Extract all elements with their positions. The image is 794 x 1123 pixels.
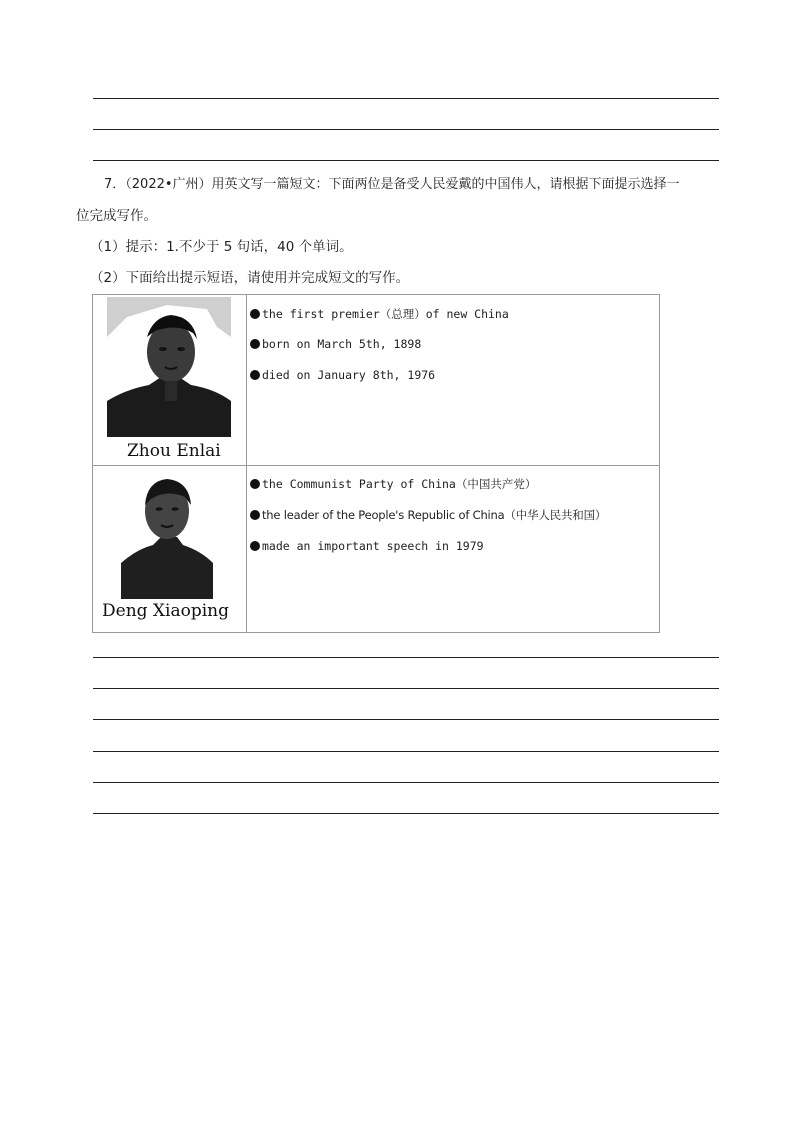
bullet-cell (247, 295, 659, 465)
answer-line (93, 98, 719, 99)
answer-line (93, 751, 719, 752)
hint-1: （1）提示：1.不少于 5 句话，40 个单词。 (90, 239, 353, 255)
zhou-enlai-portrait (107, 297, 231, 437)
photo-caption: Zhou Enlai (127, 441, 221, 461)
question-line-1: 7．（2022•广州）用英文写一篇短文：下面两位是备受人民爱戴的中国伟人，请根据下面提示选择一 (104, 177, 680, 192)
photo-cell (93, 465, 247, 632)
answer-line (93, 782, 719, 783)
bullet-item: born on March 5th, 1898 (250, 337, 421, 351)
answer-line (93, 813, 719, 814)
answer-line (93, 657, 719, 658)
bullet-dot-icon (250, 479, 260, 489)
answer-line (93, 129, 719, 130)
bullet-item: the first premier（总理）of new China (250, 306, 509, 322)
bullet-dot-icon (250, 510, 260, 520)
photo-caption: Deng Xiaoping (102, 601, 229, 621)
hint-2: （2）下面给出提示短语，请使用并完成短文的写作。 (90, 270, 410, 286)
answer-line (93, 160, 719, 161)
bullet-dot-icon (250, 339, 260, 349)
table-row-deng (93, 465, 659, 632)
hint-table (92, 294, 660, 633)
answer-line (93, 688, 719, 689)
deng-xiaoping-portrait (113, 471, 223, 599)
bullet-item: the Communist Party of China（中国共产党） (250, 476, 536, 492)
bullet-dot-icon (250, 309, 260, 319)
answer-line (93, 719, 719, 720)
bullet-dot-icon (250, 541, 260, 551)
bullet-cell (247, 465, 659, 632)
bullet-dot-icon (250, 370, 260, 380)
table-row-zhou (93, 295, 659, 466)
bullet-item: the leader of the People's Republic of China（中华人民共和国） (250, 507, 606, 523)
question-line-2: 位完成写作。 (76, 208, 157, 224)
bullet-item: made an important speech in 1979 (250, 539, 484, 553)
photo-cell (93, 295, 247, 465)
bullet-item: died on January 8th, 1976 (250, 368, 435, 382)
